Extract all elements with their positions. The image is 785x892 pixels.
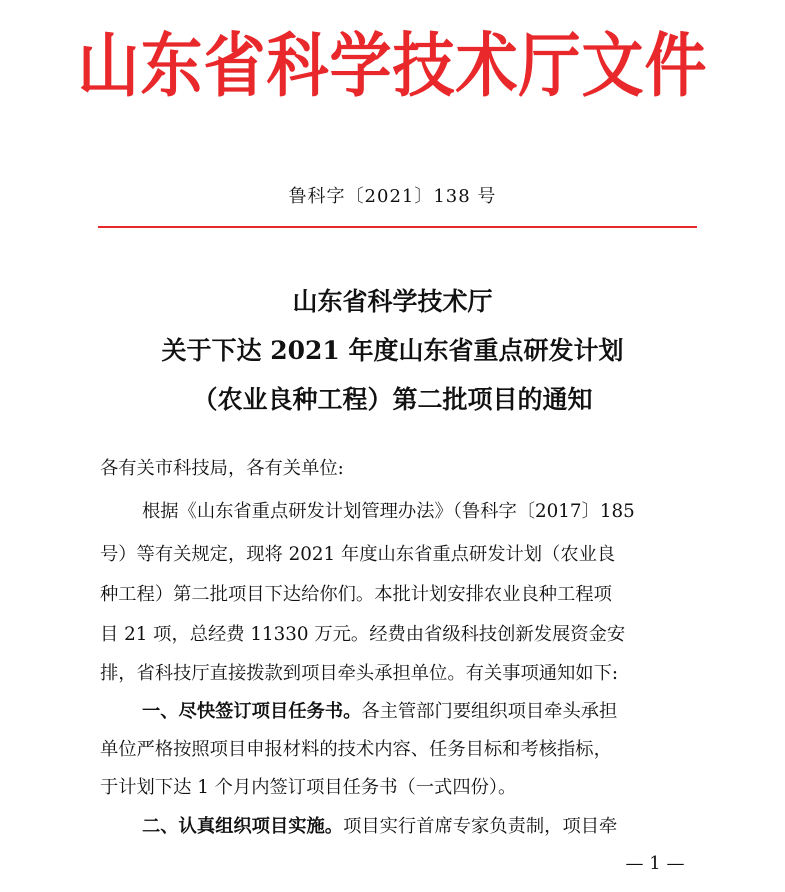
page-number: — 1 —	[625, 853, 685, 874]
paragraph-line: 目 21 项，总经费 11330 万元。经费由省级科技创新发展资金安	[100, 624, 626, 645]
item-1-text: 各主管部门要组织项目牵头承担	[361, 701, 618, 722]
item-2-text: 项目实行首席专家负责制，项目牵	[343, 816, 618, 837]
item-1-line: 于计划下达 1 个月内签订项目任务书（一式四份）。	[100, 777, 517, 798]
item-1-line: 单位严格按照项目申报材料的技术内容、任务目标和考核指标，	[100, 739, 612, 760]
red-divider-line	[98, 226, 697, 228]
paragraph-line: 根据《山东省重点研发计划管理办法》（鲁科字〔2017〕185	[142, 501, 635, 522]
item-2-heading: 二、认真组织项目实施。	[142, 816, 344, 837]
paragraph-line: 种工程）第二批项目下达给你们。本批计划安排农业良种工程项	[100, 584, 612, 605]
paragraph-line: 号）等有关规定，现将 2021 年度山东省重点研发计划（农业良	[100, 544, 616, 565]
item-2-line	[142, 816, 690, 838]
salutation: 各有关市科技局，各有关单位:	[100, 458, 344, 479]
title-line-2: 关于下达 2021 年度山东省重点研发计划	[161, 336, 624, 365]
paragraph-line: 排，省科技厅直接拨款到项目牵头承担单位。有关事项通知如下:	[100, 663, 619, 684]
issuer-masthead: 山东省科学技术厅文件	[77, 24, 708, 107]
title-line-1: 山东省科学技术厅	[292, 287, 493, 316]
item-1-line	[142, 701, 690, 723]
item-1-heading: 一、尽快签订项目任务书。	[142, 701, 362, 722]
title-line-3: （农业良种工程）第二批项目的通知	[192, 385, 593, 414]
document-number: 鲁科字〔2021〕138 号	[288, 186, 497, 207]
